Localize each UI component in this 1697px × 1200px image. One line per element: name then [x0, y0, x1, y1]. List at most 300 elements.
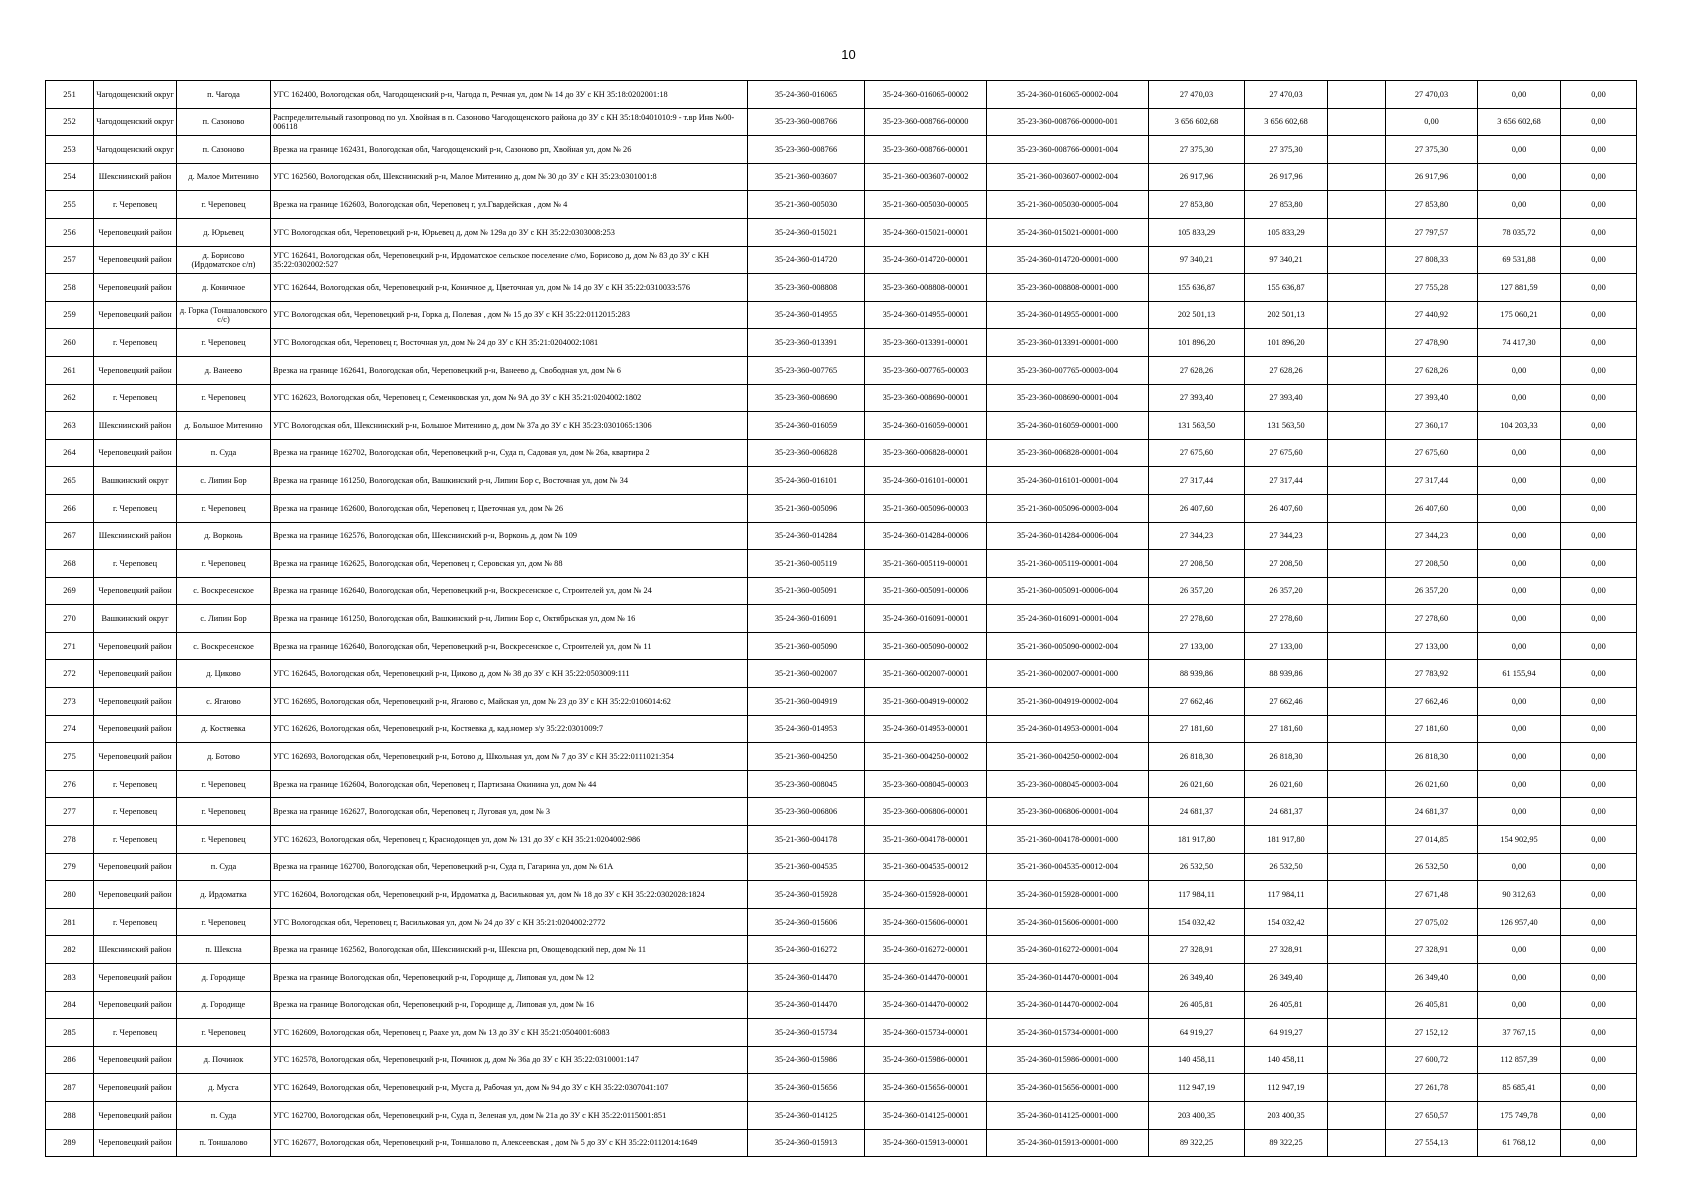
cell-amount-c: 0,00 — [1561, 743, 1637, 771]
cell-amount-c: 0,00 — [1561, 577, 1637, 605]
cell-amount-a: 27 628,26 — [1386, 356, 1478, 384]
cell-amount-b: 0,00 — [1478, 853, 1561, 881]
cell-municipality: Череповецкий район — [94, 1046, 177, 1074]
cell-municipality: г. Череповец — [94, 826, 177, 854]
cell-empty-col — [1328, 439, 1386, 467]
cell-sub-number: 35-23-360-008766-00001 — [865, 136, 987, 164]
cell-amount-b: 104 203,33 — [1478, 412, 1561, 440]
cell-full-code: 35-21-360-004535-00012-004 — [987, 853, 1149, 881]
table-row — [46, 522, 1637, 550]
cell-settlement: д. Городище — [177, 964, 271, 992]
cell-amount-a: 27 797,57 — [1386, 218, 1478, 246]
cell-amount-c: 0,00 — [1561, 439, 1637, 467]
cell-amount-b: 0,00 — [1478, 163, 1561, 191]
cell-settlement: п. Сазоново — [177, 136, 271, 164]
cell-amount-a: 27 554,13 — [1386, 1129, 1478, 1157]
cell-amount-total: 26 349,40 — [1149, 964, 1245, 992]
cell-row-number: 258 — [46, 274, 94, 302]
cell-settlement: д. Ванеево — [177, 356, 271, 384]
cell-full-code: 35-24-360-014955-00001-000 — [987, 301, 1149, 329]
cell-sub-number: 35-21-360-002007-00001 — [865, 660, 987, 688]
cell-inventory-number: 35-21-360-005119 — [748, 550, 865, 578]
cell-inventory-number: 35-23-360-008766 — [748, 108, 865, 136]
cell-amount-c: 0,00 — [1561, 605, 1637, 633]
cell-inventory-number: 35-24-360-014953 — [748, 715, 865, 743]
cell-amount-a: 27 478,90 — [1386, 329, 1478, 357]
cell-amount-a: 27 675,60 — [1386, 439, 1478, 467]
cell-amount-a: 27 375,30 — [1386, 136, 1478, 164]
cell-settlement: п. Суда — [177, 853, 271, 881]
cell-sub-number: 35-24-360-015986-00001 — [865, 1046, 987, 1074]
cell-amount-total: 27 317,44 — [1149, 467, 1245, 495]
cell-municipality: Череповецкий район — [94, 715, 177, 743]
cell-amount-total: 26 917,96 — [1149, 163, 1245, 191]
cell-full-code: 35-23-360-007765-00003-004 — [987, 356, 1149, 384]
cell-amount-c: 0,00 — [1561, 274, 1637, 302]
cell-row-number: 263 — [46, 412, 94, 440]
cell-empty-col — [1328, 329, 1386, 357]
cell-empty-col — [1328, 688, 1386, 716]
cell-inventory-number: 35-24-360-014470 — [748, 964, 865, 992]
cell-amount-paid: 203 400,35 — [1245, 1101, 1328, 1129]
cell-amount-c: 0,00 — [1561, 108, 1637, 136]
cell-amount-b: 0,00 — [1478, 991, 1561, 1019]
cell-amount-a: 26 357,20 — [1386, 577, 1478, 605]
cell-municipality: Череповецкий район — [94, 1101, 177, 1129]
cell-full-code: 35-23-360-008690-00001-004 — [987, 384, 1149, 412]
table-row — [46, 329, 1637, 357]
cell-amount-b: 154 902,95 — [1478, 826, 1561, 854]
cell-row-number: 253 — [46, 136, 94, 164]
cell-row-number: 268 — [46, 550, 94, 578]
table-row — [46, 136, 1637, 164]
cell-empty-col — [1328, 881, 1386, 909]
cell-object-address: УГС 162604, Вологодская обл, Череповецкий р-н, Ирдоматка д, Васильковая ул, дом № 18 до ЗУ с КН 35:22:0302028:1824 — [271, 881, 748, 909]
table-row — [46, 1101, 1637, 1129]
cell-row-number: 270 — [46, 605, 94, 633]
cell-inventory-number: 35-21-360-004250 — [748, 743, 865, 771]
cell-inventory-number: 35-24-360-016272 — [748, 936, 865, 964]
cell-sub-number: 35-23-360-007765-00003 — [865, 356, 987, 384]
cell-settlement: д. Малое Митенино — [177, 163, 271, 191]
cell-empty-col — [1328, 964, 1386, 992]
cell-amount-b: 0,00 — [1478, 384, 1561, 412]
table-row — [46, 439, 1637, 467]
cell-full-code: 35-24-360-014470-00002-004 — [987, 991, 1149, 1019]
cell-full-code: 35-24-360-015606-00001-000 — [987, 908, 1149, 936]
cell-settlement: с. Воскресенское — [177, 632, 271, 660]
cell-municipality: г. Череповец — [94, 494, 177, 522]
cell-row-number: 265 — [46, 467, 94, 495]
cell-sub-number: 35-21-360-003607-00002 — [865, 163, 987, 191]
cell-object-address: Врезка на границе 162431, Вологодская обл, Чагодощенский р-н, Сазоново рп, Хвойная ул, дом № 26 — [271, 136, 748, 164]
cell-inventory-number: 35-21-360-005090 — [748, 632, 865, 660]
cell-amount-b: 0,00 — [1478, 136, 1561, 164]
cell-row-number: 279 — [46, 853, 94, 881]
cell-municipality: г. Череповец — [94, 550, 177, 578]
cell-full-code: 35-24-360-016101-00001-004 — [987, 467, 1149, 495]
cell-amount-c: 0,00 — [1561, 81, 1637, 109]
cell-amount-b: 0,00 — [1478, 798, 1561, 826]
cell-empty-col — [1328, 1074, 1386, 1102]
cell-inventory-number: 35-23-360-006828 — [748, 439, 865, 467]
cell-object-address: Врезка на границе 162576, Вологодская обл, Шекснинский р-н, Ворконь д, дом № 109 — [271, 522, 748, 550]
cell-amount-a: 27 393,40 — [1386, 384, 1478, 412]
cell-settlement: п. Чагода — [177, 81, 271, 109]
cell-inventory-number: 35-24-360-015734 — [748, 1019, 865, 1047]
cell-empty-col — [1328, 163, 1386, 191]
cell-amount-paid: 26 357,20 — [1245, 577, 1328, 605]
cell-amount-c: 0,00 — [1561, 301, 1637, 329]
cell-amount-paid: 26 021,60 — [1245, 770, 1328, 798]
cell-empty-col — [1328, 522, 1386, 550]
cell-empty-col — [1328, 743, 1386, 771]
cell-object-address: Распределительный газопровод по ул. Хвойная в п. Сазоново Чагодощенского района до ЗУ с КН 35:18:0401010:9 - т.вр Инв №00-006118 — [271, 108, 748, 136]
cell-municipality: Череповецкий район — [94, 1074, 177, 1102]
cell-full-code: 35-23-360-008045-00003-004 — [987, 770, 1149, 798]
cell-amount-paid: 27 628,26 — [1245, 356, 1328, 384]
table-row — [46, 826, 1637, 854]
cell-sub-number: 35-24-360-014470-00002 — [865, 991, 987, 1019]
cell-object-address: УГС 162649, Вологодская обл, Череповецкий р-н, Мусга д, Рабочая ул, дом № 94 до ЗУ с КН 35:22:0307041:107 — [271, 1074, 748, 1102]
cell-row-number: 288 — [46, 1101, 94, 1129]
cell-row-number: 260 — [46, 329, 94, 357]
table-row — [46, 964, 1637, 992]
cell-sub-number: 35-24-360-015656-00001 — [865, 1074, 987, 1102]
cell-empty-col — [1328, 826, 1386, 854]
cell-object-address: УГС Вологодская обл, Череповец г, Восточная ул, дом № 24 до ЗУ с КН 35:21:0204002:1081 — [271, 329, 748, 357]
cell-object-address: УГС 162644, Вологодская обл, Череповецкий р-н, Коничное д, Цветочная ул, дом № 14 до ЗУ с КН 35:22:0310033:576 — [271, 274, 748, 302]
cell-inventory-number: 35-24-360-016091 — [748, 605, 865, 633]
cell-amount-a: 27 650,57 — [1386, 1101, 1478, 1129]
cell-amount-paid: 64 919,27 — [1245, 1019, 1328, 1047]
cell-municipality: Череповецкий район — [94, 274, 177, 302]
cell-amount-total: 154 032,42 — [1149, 908, 1245, 936]
cell-row-number: 271 — [46, 632, 94, 660]
cell-amount-total: 97 340,21 — [1149, 246, 1245, 274]
table-body — [46, 81, 1637, 1157]
cell-amount-paid: 26 407,60 — [1245, 494, 1328, 522]
table-row — [46, 412, 1637, 440]
cell-amount-a: 27 755,28 — [1386, 274, 1478, 302]
cell-amount-b: 0,00 — [1478, 191, 1561, 219]
table-row — [46, 991, 1637, 1019]
cell-amount-b: 0,00 — [1478, 467, 1561, 495]
cell-settlement: п. Тоншалово — [177, 1129, 271, 1157]
cell-settlement: д. Коничное — [177, 274, 271, 302]
cell-full-code: 35-24-360-016272-00001-004 — [987, 936, 1149, 964]
cell-inventory-number: 35-23-360-008045 — [748, 770, 865, 798]
cell-empty-col — [1328, 356, 1386, 384]
cell-amount-paid: 27 853,80 — [1245, 191, 1328, 219]
cell-amount-paid: 27 662,46 — [1245, 688, 1328, 716]
cell-amount-total: 27 208,50 — [1149, 550, 1245, 578]
cell-amount-a: 27 662,46 — [1386, 688, 1478, 716]
cell-amount-paid: 105 833,29 — [1245, 218, 1328, 246]
cell-empty-col — [1328, 108, 1386, 136]
cell-amount-total: 27 181,60 — [1149, 715, 1245, 743]
table-row — [46, 853, 1637, 881]
cell-object-address: Врезка на границе 162700, Вологодская обл, Череповецкий р-н, Суда п, Гагарина ул, дом № 61А — [271, 853, 748, 881]
cell-empty-col — [1328, 1101, 1386, 1129]
cell-amount-total: 27 675,60 — [1149, 439, 1245, 467]
cell-amount-paid: 131 563,50 — [1245, 412, 1328, 440]
cell-settlement: д. Костяевка — [177, 715, 271, 743]
cell-settlement: д. Юрьевец — [177, 218, 271, 246]
cell-sub-number: 35-24-360-016101-00001 — [865, 467, 987, 495]
cell-amount-total: 131 563,50 — [1149, 412, 1245, 440]
cell-sub-number: 35-21-360-004178-00001 — [865, 826, 987, 854]
cell-amount-c: 0,00 — [1561, 1129, 1637, 1157]
cell-row-number: 272 — [46, 660, 94, 688]
cell-row-number: 281 — [46, 908, 94, 936]
cell-amount-c: 0,00 — [1561, 936, 1637, 964]
cell-object-address: УГС 162645, Вологодская обл, Череповецкий р-н, Циково д, дом № 38 до ЗУ с КН 35:22:0503009:111 — [271, 660, 748, 688]
cell-object-address: УГС 162693, Вологодская обл, Череповецкий р-н, Ботово д, Школьная ул, дом № 7 до ЗУ с КН 35:22:0111021:354 — [271, 743, 748, 771]
cell-amount-c: 0,00 — [1561, 494, 1637, 522]
cell-settlement: г. Череповец — [177, 550, 271, 578]
cell-amount-c: 0,00 — [1561, 356, 1637, 384]
cell-inventory-number: 35-24-360-014955 — [748, 301, 865, 329]
cell-amount-paid: 27 181,60 — [1245, 715, 1328, 743]
cell-full-code: 35-24-360-015656-00001-000 — [987, 1074, 1149, 1102]
cell-full-code: 35-21-360-004250-00002-004 — [987, 743, 1149, 771]
table-row — [46, 798, 1637, 826]
cell-municipality: г. Череповец — [94, 1019, 177, 1047]
cell-amount-a: 27 152,12 — [1386, 1019, 1478, 1047]
table-row — [46, 301, 1637, 329]
cell-municipality: г. Череповец — [94, 798, 177, 826]
cell-settlement: г. Череповец — [177, 826, 271, 854]
cell-amount-c: 0,00 — [1561, 798, 1637, 826]
cell-sub-number: 35-24-360-016091-00001 — [865, 605, 987, 633]
table-row — [46, 550, 1637, 578]
cell-amount-total: 181 917,80 — [1149, 826, 1245, 854]
cell-settlement: г. Череповец — [177, 191, 271, 219]
cell-amount-b: 37 767,15 — [1478, 1019, 1561, 1047]
cell-settlement: п. Суда — [177, 1101, 271, 1129]
cell-inventory-number: 35-24-360-015928 — [748, 881, 865, 909]
cell-amount-paid: 27 208,50 — [1245, 550, 1328, 578]
cell-empty-col — [1328, 136, 1386, 164]
cell-row-number: 273 — [46, 688, 94, 716]
cell-amount-a: 27 440,92 — [1386, 301, 1478, 329]
cell-amount-a: 27 133,00 — [1386, 632, 1478, 660]
cell-object-address: Врезка на границе 161250, Вологодская обл, Вашкинский р-н, Липин Бор с, Октябрьская ул, дом № 16 — [271, 605, 748, 633]
cell-amount-a: 0,00 — [1386, 108, 1478, 136]
cell-amount-paid: 140 458,11 — [1245, 1046, 1328, 1074]
cell-sub-number: 35-24-360-015021-00001 — [865, 218, 987, 246]
cell-sub-number: 35-24-360-014955-00001 — [865, 301, 987, 329]
cell-object-address: УГС 162623, Вологодская обл, Череповец г, Семенковская ул, дом № 9А до ЗУ с КН 35:21:0204002:1802 — [271, 384, 748, 412]
cell-amount-c: 0,00 — [1561, 246, 1637, 274]
table-row — [46, 274, 1637, 302]
cell-sub-number: 35-24-360-014284-00006 — [865, 522, 987, 550]
cell-inventory-number: 35-23-360-008808 — [748, 274, 865, 302]
cell-amount-total: 202 501,13 — [1149, 301, 1245, 329]
cell-amount-paid: 27 133,00 — [1245, 632, 1328, 660]
cell-amount-a: 26 021,60 — [1386, 770, 1478, 798]
cell-amount-c: 0,00 — [1561, 1019, 1637, 1047]
cell-amount-total: 27 344,23 — [1149, 522, 1245, 550]
cell-inventory-number: 35-21-360-004919 — [748, 688, 865, 716]
cell-amount-b: 0,00 — [1478, 494, 1561, 522]
cell-municipality: г. Череповец — [94, 191, 177, 219]
cell-empty-col — [1328, 81, 1386, 109]
cell-sub-number: 35-24-360-015913-00001 — [865, 1129, 987, 1157]
cell-amount-paid: 24 681,37 — [1245, 798, 1328, 826]
cell-amount-c: 0,00 — [1561, 632, 1637, 660]
cell-settlement: д. Ворконь — [177, 522, 271, 550]
cell-row-number: 267 — [46, 522, 94, 550]
table-row — [46, 936, 1637, 964]
cell-sub-number: 35-23-360-006806-00001 — [865, 798, 987, 826]
cell-amount-total: 26 357,20 — [1149, 577, 1245, 605]
cell-empty-col — [1328, 246, 1386, 274]
cell-object-address: Врезка на границе 162604, Вологодская обл, Череповец г, Партизана Окинина ул, дом № 44 — [271, 770, 748, 798]
cell-amount-total: 26 021,60 — [1149, 770, 1245, 798]
cell-municipality: Череповецкий район — [94, 991, 177, 1019]
cell-amount-a: 26 917,96 — [1386, 163, 1478, 191]
cell-municipality: Череповецкий район — [94, 301, 177, 329]
cell-inventory-number: 35-24-360-015606 — [748, 908, 865, 936]
cell-row-number: 251 — [46, 81, 94, 109]
cell-row-number: 266 — [46, 494, 94, 522]
table-row — [46, 246, 1637, 274]
table-row — [46, 384, 1637, 412]
cell-amount-a: 24 681,37 — [1386, 798, 1478, 826]
cell-amount-a: 27 470,03 — [1386, 81, 1478, 109]
cell-amount-a: 26 818,30 — [1386, 743, 1478, 771]
cell-object-address: Врезка на границе 162627, Вологодская обл, Череповец г, Луговая ул, дом № 3 — [271, 798, 748, 826]
cell-amount-b: 78 035,72 — [1478, 218, 1561, 246]
cell-amount-paid: 117 984,11 — [1245, 881, 1328, 909]
table-row — [46, 881, 1637, 909]
cell-amount-a: 27 360,17 — [1386, 412, 1478, 440]
cell-amount-c: 0,00 — [1561, 384, 1637, 412]
cell-sub-number: 35-21-360-005096-00003 — [865, 494, 987, 522]
cell-sub-number: 35-24-360-015734-00001 — [865, 1019, 987, 1047]
cell-settlement: д. Ирдоматка — [177, 881, 271, 909]
cell-empty-col — [1328, 936, 1386, 964]
cell-full-code: 35-21-360-004178-00001-000 — [987, 826, 1149, 854]
cell-amount-total: 101 896,20 — [1149, 329, 1245, 357]
cell-amount-total: 26 532,50 — [1149, 853, 1245, 881]
cell-settlement: с. Липин Бор — [177, 467, 271, 495]
table-row — [46, 1129, 1637, 1157]
cell-object-address: УГС 162400, Вологодская обл, Чагодощенский р-н, Чагода п, Речная ул, дом № 14 до ЗУ с КН 35:18:0202001:18 — [271, 81, 748, 109]
cell-full-code: 35-24-360-014953-00001-004 — [987, 715, 1149, 743]
cell-amount-total: 64 919,27 — [1149, 1019, 1245, 1047]
cell-inventory-number: 35-24-360-015986 — [748, 1046, 865, 1074]
cell-amount-a: 27 783,92 — [1386, 660, 1478, 688]
table-row — [46, 1019, 1637, 1047]
cell-object-address: Врезка на границе 162641, Вологодская обл, Череповецкий р-н, Ванеево д, Свободная ул, дом № 6 — [271, 356, 748, 384]
cell-settlement: д. Городище — [177, 991, 271, 1019]
cell-empty-col — [1328, 412, 1386, 440]
cell-municipality: г. Череповец — [94, 908, 177, 936]
cell-row-number: 274 — [46, 715, 94, 743]
cell-amount-b: 3 656 602,68 — [1478, 108, 1561, 136]
cell-settlement: д. Циково — [177, 660, 271, 688]
cell-empty-col — [1328, 1019, 1386, 1047]
cell-municipality: Череповецкий район — [94, 964, 177, 992]
cell-object-address: УГС 162609, Вологодская обл, Череповец г, Раахе ул, дом № 13 до ЗУ с КН 35:21:0504001:6083 — [271, 1019, 748, 1047]
cell-amount-paid: 26 818,30 — [1245, 743, 1328, 771]
cell-object-address: УГС 162626, Вологодская обл, Череповецкий р-н, Костяевка д, кад.номер з/у 35:22:0301009:7 — [271, 715, 748, 743]
cell-sub-number: 35-21-360-005030-00005 — [865, 191, 987, 219]
cell-empty-col — [1328, 191, 1386, 219]
cell-row-number: 275 — [46, 743, 94, 771]
cell-amount-paid: 154 032,42 — [1245, 908, 1328, 936]
cell-row-number: 254 — [46, 163, 94, 191]
cell-sub-number: 35-21-360-004919-00002 — [865, 688, 987, 716]
cell-municipality: Шекснинский район — [94, 936, 177, 964]
cell-row-number: 287 — [46, 1074, 94, 1102]
cell-sub-number: 35-21-360-005090-00002 — [865, 632, 987, 660]
cell-object-address: УГС Вологодская обл, Череповецкий р-н, Юрьевец д, дом № 129а до ЗУ с КН 35:22:0303008:253 — [271, 218, 748, 246]
cell-row-number: 256 — [46, 218, 94, 246]
cell-empty-col — [1328, 991, 1386, 1019]
cell-amount-total: 140 458,11 — [1149, 1046, 1245, 1074]
cell-row-number: 259 — [46, 301, 94, 329]
cell-sub-number: 35-23-360-008808-00001 — [865, 274, 987, 302]
cell-amount-paid: 26 917,96 — [1245, 163, 1328, 191]
cell-settlement: д. Починок — [177, 1046, 271, 1074]
cell-amount-c: 0,00 — [1561, 1101, 1637, 1129]
cell-amount-a: 26 407,60 — [1386, 494, 1478, 522]
register-table — [45, 80, 1637, 1157]
cell-municipality: г. Череповец — [94, 770, 177, 798]
cell-amount-paid: 26 349,40 — [1245, 964, 1328, 992]
cell-empty-col — [1328, 494, 1386, 522]
cell-municipality: Череповецкий район — [94, 246, 177, 274]
cell-amount-c: 0,00 — [1561, 881, 1637, 909]
cell-full-code: 35-23-360-006828-00001-004 — [987, 439, 1149, 467]
cell-amount-paid: 3 656 602,68 — [1245, 108, 1328, 136]
cell-settlement: г. Череповец — [177, 908, 271, 936]
cell-full-code: 35-23-360-006806-00001-004 — [987, 798, 1149, 826]
table-row — [46, 191, 1637, 219]
cell-amount-b: 0,00 — [1478, 688, 1561, 716]
cell-object-address: Врезка на границе 162640, Вологодская обл, Череповецкий р-н, Воскресенское с, Строителей ул, дом № 24 — [271, 577, 748, 605]
cell-amount-total: 27 662,46 — [1149, 688, 1245, 716]
cell-full-code: 35-24-360-014284-00006-004 — [987, 522, 1149, 550]
cell-sub-number: 35-24-360-016059-00001 — [865, 412, 987, 440]
cell-municipality: Череповецкий район — [94, 632, 177, 660]
cell-municipality: Череповецкий район — [94, 881, 177, 909]
cell-empty-col — [1328, 301, 1386, 329]
cell-municipality: Чагодощенский округ — [94, 81, 177, 109]
cell-amount-a: 27 328,91 — [1386, 936, 1478, 964]
cell-municipality: Вашкинский округ — [94, 467, 177, 495]
cell-object-address: Врезка на границе Вологодская обл, Череповецкий р-н, Городище д, Липовая ул, дом № 12 — [271, 964, 748, 992]
cell-sub-number: 35-24-360-014125-00001 — [865, 1101, 987, 1129]
cell-empty-col — [1328, 715, 1386, 743]
cell-amount-b: 0,00 — [1478, 356, 1561, 384]
cell-full-code: 35-21-360-004919-00002-004 — [987, 688, 1149, 716]
cell-amount-c: 0,00 — [1561, 770, 1637, 798]
cell-amount-b: 0,00 — [1478, 936, 1561, 964]
cell-full-code: 35-23-360-013391-00001-000 — [987, 329, 1149, 357]
cell-amount-paid: 202 501,13 — [1245, 301, 1328, 329]
cell-amount-c: 0,00 — [1561, 522, 1637, 550]
cell-amount-b: 127 881,59 — [1478, 274, 1561, 302]
cell-sub-number: 35-24-360-016272-00001 — [865, 936, 987, 964]
cell-amount-b: 69 531,88 — [1478, 246, 1561, 274]
cell-amount-a: 27 181,60 — [1386, 715, 1478, 743]
cell-inventory-number: 35-24-360-014125 — [748, 1101, 865, 1129]
